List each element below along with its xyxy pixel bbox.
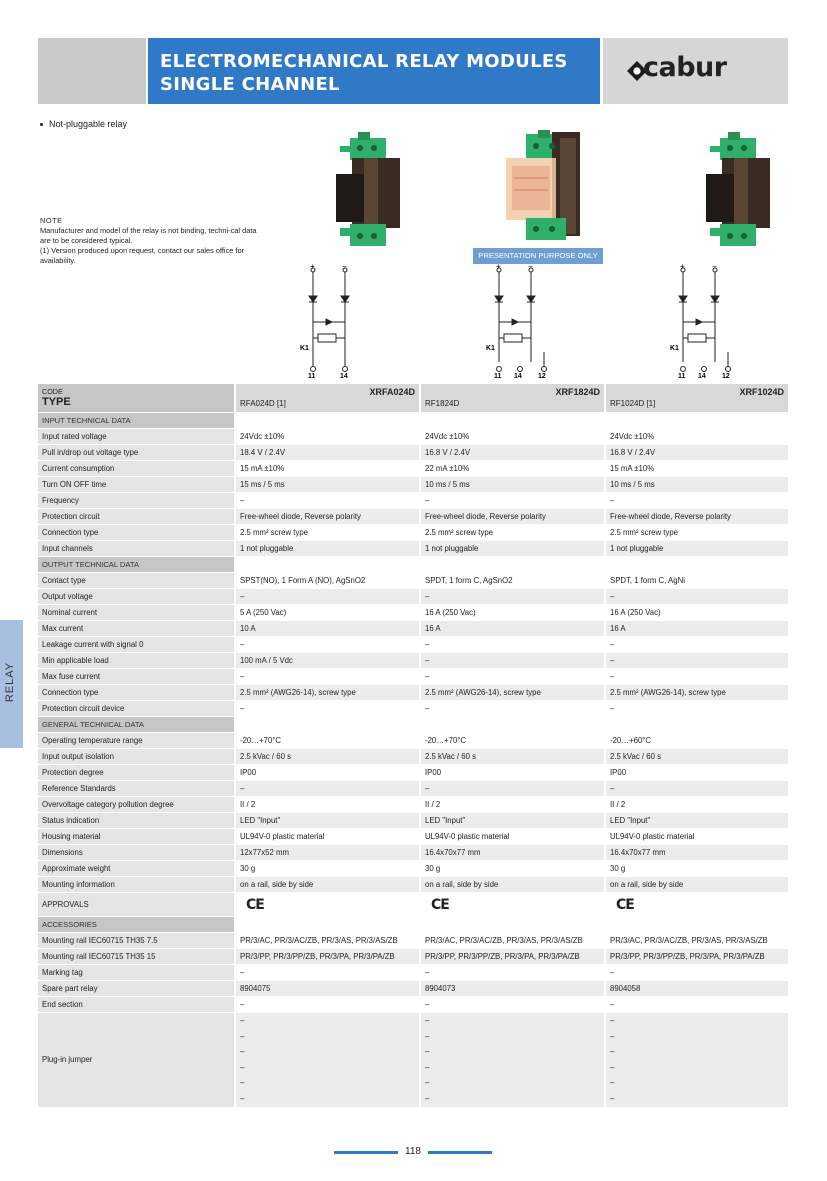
row-value: LED "Input" <box>419 813 604 829</box>
table-row <box>38 965 788 981</box>
row-value: 16.8 V / 2.4V <box>604 445 788 461</box>
row-value: – <box>419 589 604 605</box>
feature-bullet-text: Not-pluggable relay <box>49 119 128 129</box>
row-label: Reference Standards <box>38 781 234 797</box>
header-label-cell <box>38 384 234 413</box>
side-tab-label: RELAY <box>4 661 16 703</box>
row-value: Free-wheel diode, Reverse polarity <box>419 509 604 525</box>
row-label: Mounting information <box>38 877 234 893</box>
diag-minus: − <box>342 262 347 271</box>
jumper-item: – <box>610 1062 615 1072</box>
row-value: 100 mA / 5 Vdc <box>234 653 419 669</box>
row-value: 30 g <box>234 861 419 877</box>
row-value: – <box>419 965 604 981</box>
row-value: II / 2 <box>604 797 788 813</box>
row-value: 2.5 kVac / 60 s <box>419 749 604 765</box>
note-title: NOTE <box>40 216 63 225</box>
jumper-item: – <box>425 1078 430 1088</box>
diag-t12: 12 <box>538 373 546 378</box>
row-label: End section <box>38 997 234 1013</box>
row-label: Max fuse current <box>38 669 234 685</box>
jumper-item: – <box>425 1047 430 1057</box>
table-row <box>38 933 788 949</box>
row-value: – <box>604 637 788 653</box>
product-code-2: XRF1824D <box>555 387 600 397</box>
row-value: 2.5 kVac / 60 s <box>604 749 788 765</box>
row-value: IP00 <box>604 765 788 781</box>
table-row <box>38 461 788 477</box>
section-row <box>38 917 788 933</box>
row-value: 8904073 <box>419 981 604 997</box>
diag-plus: + <box>496 262 501 271</box>
row-label: Input channels <box>38 541 234 557</box>
table-row <box>38 669 788 685</box>
table-row-jumper <box>38 1013 788 1108</box>
wiring-diagram-3 <box>666 262 738 378</box>
row-value: – <box>604 653 788 669</box>
table-row <box>38 685 788 701</box>
table-row <box>38 477 788 493</box>
row-label: Protection circuit device <box>38 701 234 717</box>
section-label: GENERAL TECHNICAL DATA <box>38 717 234 733</box>
row-value: -20…+70°C <box>234 733 419 749</box>
row-value: – <box>234 669 419 685</box>
header-cell-2 <box>419 384 604 413</box>
row-value: PR/3/AC, PR/3/AC/ZB, PR/3/AS, PR/3/AS/ZB <box>419 933 604 949</box>
table-row <box>38 861 788 877</box>
row-value: UL94V-0 plastic material <box>604 829 788 845</box>
row-value: 10 A <box>234 621 419 637</box>
page-rule-right <box>426 1151 492 1154</box>
row-value: – <box>604 781 788 797</box>
row-value: PR/3/PP, PR/3/PP/ZB, PR/3/PA, PR/3/PA/ZB <box>234 949 419 965</box>
relay-module-image-1 <box>330 128 410 250</box>
feature-bullet <box>40 119 127 129</box>
row-value: – <box>234 589 419 605</box>
diag-minus: − <box>528 262 533 271</box>
row-value: – <box>234 781 419 797</box>
row-value: IP00 <box>234 765 419 781</box>
jumper-cell <box>604 1013 788 1108</box>
wiring-diagram-1 <box>296 262 368 378</box>
note-line-2: (1) Version produced upon request, contact our sales office for availability. <box>40 246 245 265</box>
row-value: PR/3/AC, PR/3/AC/ZB, PR/3/AS, PR/3/AS/ZB <box>234 933 419 949</box>
row-value: -20…+60°C <box>604 733 788 749</box>
row-value: 2.5 mm² screw type <box>234 525 419 541</box>
row-value: 15 mA ±10% <box>604 461 788 477</box>
row-value: 1 not pluggable <box>604 541 788 557</box>
type-label: TYPE <box>42 396 71 408</box>
row-value: 2.5 mm² (AWG26-14), screw type <box>419 685 604 701</box>
note-line-1: Manufacturer and model of the relay is not binding, techni-cal data are to be considered typical. <box>40 226 257 245</box>
jumper-item: – <box>610 1031 615 1041</box>
section-filler <box>234 557 419 573</box>
row-value: – <box>234 493 419 509</box>
jumper-item: – <box>240 1062 245 1072</box>
ce-mark-icon: CE <box>616 896 634 913</box>
row-value: 2.5 mm² screw type <box>419 525 604 541</box>
diag-minus: − <box>712 262 717 271</box>
row-value: PR/3/AC, PR/3/AC/ZB, PR/3/AS, PR/3/AS/ZB <box>604 933 788 949</box>
product-type-2: RF1824D <box>425 399 460 408</box>
row-label: Nominal current <box>38 605 234 621</box>
section-filler <box>604 917 788 933</box>
table-row <box>38 637 788 653</box>
row-value: 16.8 V / 2.4V <box>419 445 604 461</box>
row-value: 16 A <box>419 621 604 637</box>
section-label: OUTPUT TECHNICAL DATA <box>38 557 234 573</box>
row-label: Current consumption <box>38 461 234 477</box>
row-value: 5 A (250 Vac) <box>234 605 419 621</box>
row-label: Pull in/drop out voltage type <box>38 445 234 461</box>
row-value: UL94V-0 plastic material <box>234 829 419 845</box>
table-row <box>38 765 788 781</box>
jumper-item: – <box>610 1078 615 1088</box>
section-filler <box>419 917 604 933</box>
row-value: IP00 <box>419 765 604 781</box>
row-label: Mounting rail IEC60715 TH35 7.5 <box>38 933 234 949</box>
relay-module-image-2 <box>500 128 598 248</box>
table-row <box>38 877 788 893</box>
row-value: 22 mA ±10% <box>419 461 604 477</box>
header-grey-block <box>38 38 146 104</box>
jumper-item: – <box>240 1078 245 1088</box>
diag-k1: K1 <box>486 345 495 352</box>
jumper-item: – <box>610 1016 615 1025</box>
presentation-badge: PRESENTATION PURPOSE ONLY <box>473 248 603 264</box>
note-block <box>40 216 260 266</box>
table-row <box>38 701 788 717</box>
row-value: – <box>604 589 788 605</box>
product-code-3: XRF1024D <box>739 387 784 397</box>
row-value: 16.4x70x77 mm <box>604 845 788 861</box>
table-row <box>38 893 788 917</box>
row-label: Plug-in jumper <box>38 1013 234 1108</box>
table-row <box>38 781 788 797</box>
row-label: Turn ON OFF time <box>38 477 234 493</box>
diag-t11: 11 <box>678 373 686 378</box>
row-value: – <box>419 653 604 669</box>
diag-k1: K1 <box>670 345 679 352</box>
row-value: – <box>419 637 604 653</box>
jumper-item: – <box>240 1093 245 1103</box>
section-row <box>38 413 788 429</box>
wiring-diagram-2 <box>482 262 554 378</box>
row-label: Connection type <box>38 525 234 541</box>
row-label: Spare part relay <box>38 981 234 997</box>
spec-table <box>38 384 788 1108</box>
product-type-3: RF1024D [1] <box>610 399 656 408</box>
table-row <box>38 445 788 461</box>
logo-text: cabur <box>643 52 727 83</box>
section-filler <box>234 917 419 933</box>
table-row <box>38 949 788 965</box>
table-row <box>38 797 788 813</box>
jumper-item: – <box>425 1093 430 1103</box>
row-value: – <box>419 669 604 685</box>
section-row <box>38 717 788 733</box>
jumper-cell <box>234 1013 419 1108</box>
row-value: 16 A (250 Vac) <box>604 605 788 621</box>
row-value: LED "Input" <box>234 813 419 829</box>
row-label: Mounting rail IEC60715 TH35 15 <box>38 949 234 965</box>
jumper-item: – <box>240 1047 245 1057</box>
row-value: LED "Input" <box>604 813 788 829</box>
diag-t14: 14 <box>698 373 706 378</box>
table-row <box>38 525 788 541</box>
approval-cell <box>234 893 419 917</box>
row-value: – <box>419 781 604 797</box>
table-row <box>38 573 788 589</box>
row-label: Contact type <box>38 573 234 589</box>
table-row <box>38 997 788 1013</box>
table-row <box>38 621 788 637</box>
jumper-cell <box>419 1013 604 1108</box>
row-value: 2.5 mm² (AWG26-14), screw type <box>234 685 419 701</box>
section-row <box>38 557 788 573</box>
table-row <box>38 653 788 669</box>
row-value: – <box>604 997 788 1013</box>
row-value: 30 g <box>419 861 604 877</box>
row-label: Overvoltage category pollution degree <box>38 797 234 813</box>
row-value: 30 g <box>604 861 788 877</box>
row-value: – <box>234 997 419 1013</box>
row-label: Marking tag <box>38 965 234 981</box>
page-number: 118 <box>398 1146 428 1157</box>
section-filler <box>604 413 788 429</box>
row-label: Output voltage <box>38 589 234 605</box>
row-value: 8904075 <box>234 981 419 997</box>
row-value: Free-wheel diode, Reverse polarity <box>604 509 788 525</box>
row-value: 8904058 <box>604 981 788 997</box>
section-filler <box>419 557 604 573</box>
row-value: 16 A (250 Vac) <box>419 605 604 621</box>
page-rule-left <box>334 1151 400 1154</box>
brand-logo <box>603 38 788 104</box>
row-value: SPST(NO), 1 Form A (NO), AgSnO2 <box>234 573 419 589</box>
ce-mark-icon: CE <box>431 896 449 913</box>
section-filler <box>604 557 788 573</box>
table-row <box>38 813 788 829</box>
row-label: Min applicable load <box>38 653 234 669</box>
approval-cell <box>604 893 788 917</box>
row-value: 24Vdc ±10% <box>234 429 419 445</box>
section-label: ACCESSORIES <box>38 917 234 933</box>
row-label: Protection circuit <box>38 509 234 525</box>
row-value: on a rail, side by side <box>234 877 419 893</box>
row-label: Input rated voltage <box>38 429 234 445</box>
table-row <box>38 509 788 525</box>
row-value: 1 not pluggable <box>234 541 419 557</box>
header-cell-1 <box>234 384 419 413</box>
jumper-item: – <box>610 1047 615 1057</box>
jumper-item: – <box>240 1016 245 1025</box>
row-value: SPDT, 1 form C, AgNi <box>604 573 788 589</box>
diag-k1: K1 <box>300 345 309 352</box>
table-row <box>38 981 788 997</box>
jumper-item: – <box>425 1016 430 1025</box>
diag-t11: 11 <box>494 373 502 378</box>
diag-t14: 14 <box>514 373 522 378</box>
row-value: – <box>234 637 419 653</box>
row-value: 10 ms / 5 ms <box>604 477 788 493</box>
diag-plus: + <box>680 262 685 271</box>
table-row <box>38 829 788 845</box>
row-label: Status indication <box>38 813 234 829</box>
section-filler <box>234 413 419 429</box>
row-label: Housing material <box>38 829 234 845</box>
row-value: 2.5 mm² (AWG26-14), screw type <box>604 685 788 701</box>
row-value: 16.4x70x77 mm <box>419 845 604 861</box>
row-value: II / 2 <box>234 797 419 813</box>
page-title <box>160 50 568 96</box>
row-value: – <box>234 965 419 981</box>
approval-cell <box>419 893 604 917</box>
row-label: Dimensions <box>38 845 234 861</box>
side-tab <box>0 620 23 748</box>
section-filler <box>419 717 604 733</box>
row-label: Input output isolation <box>38 749 234 765</box>
row-value: 2.5 kVac / 60 s <box>234 749 419 765</box>
product-type-1: RFA024D [1] <box>240 399 286 408</box>
row-value: on a rail, side by side <box>419 877 604 893</box>
relay-module-image-3 <box>700 128 780 250</box>
jumper-item: – <box>240 1031 245 1041</box>
row-label: Protection degree <box>38 765 234 781</box>
row-value: II / 2 <box>419 797 604 813</box>
table-row <box>38 845 788 861</box>
row-value: UL94V-0 plastic material <box>419 829 604 845</box>
row-label: Frequency <box>38 493 234 509</box>
table-row <box>38 749 788 765</box>
row-value: – <box>419 493 604 509</box>
row-value: 10 ms / 5 ms <box>419 477 604 493</box>
section-label: INPUT TECHNICAL DATA <box>38 413 234 429</box>
row-value: -20…+70°C <box>419 733 604 749</box>
row-value: Free-wheel diode, Reverse polarity <box>234 509 419 525</box>
row-value: – <box>604 669 788 685</box>
product-code-1: XRFA024D <box>369 387 415 397</box>
table-header-row <box>38 384 788 413</box>
row-value: – <box>604 701 788 717</box>
row-value: on a rail, side by side <box>604 877 788 893</box>
row-label: APPROVALS <box>38 893 234 917</box>
ce-mark-icon: CE <box>246 896 264 913</box>
row-value: 16 A <box>604 621 788 637</box>
row-value: PR/3/PP, PR/3/PP/ZB, PR/3/PA, PR/3/PA/ZB <box>604 949 788 965</box>
diag-t14: 14 <box>340 373 348 378</box>
row-value: 2.5 mm² screw type <box>604 525 788 541</box>
header-cell-3 <box>604 384 788 413</box>
row-label: Connection type <box>38 685 234 701</box>
title-line-1: ELECTROMECHANICAL RELAY MODULES <box>160 51 568 72</box>
section-filler <box>234 717 419 733</box>
jumper-item: – <box>425 1062 430 1072</box>
table-row <box>38 733 788 749</box>
diag-t12: 12 <box>722 373 730 378</box>
row-value: – <box>604 965 788 981</box>
row-value: – <box>419 997 604 1013</box>
diag-t11: 11 <box>308 373 316 378</box>
header-title-bar <box>148 38 600 104</box>
table-row <box>38 605 788 621</box>
section-filler <box>419 413 604 429</box>
title-line-2: SINGLE CHANNEL <box>160 74 340 95</box>
row-value: 15 ms / 5 ms <box>234 477 419 493</box>
diag-plus: + <box>310 262 315 271</box>
table-row <box>38 589 788 605</box>
table-row <box>38 429 788 445</box>
code-label: CODE <box>42 387 63 396</box>
section-filler <box>604 717 788 733</box>
row-value: 1 not pluggable <box>419 541 604 557</box>
row-value: SPDT, 1 form C, AgSnO2 <box>419 573 604 589</box>
row-value: 12x77x52 mm <box>234 845 419 861</box>
row-value: 18.4 V / 2.4V <box>234 445 419 461</box>
table-row <box>38 541 788 557</box>
row-label: Leakage current with signal 0 <box>38 637 234 653</box>
row-label: Approximate weight <box>38 861 234 877</box>
row-label: Operating temperature range <box>38 733 234 749</box>
bullet-dot-icon <box>40 123 43 126</box>
table-row <box>38 493 788 509</box>
row-value: 24Vdc ±10% <box>604 429 788 445</box>
row-value: 15 mA ±10% <box>234 461 419 477</box>
row-value: 24Vdc ±10% <box>419 429 604 445</box>
row-value: – <box>419 701 604 717</box>
row-value: PR/3/PP, PR/3/PP/ZB, PR/3/PA, PR/3/PA/ZB <box>419 949 604 965</box>
row-value: – <box>604 493 788 509</box>
jumper-item: – <box>425 1031 430 1041</box>
jumper-item: – <box>610 1093 615 1103</box>
row-value: – <box>234 701 419 717</box>
row-label: Max current <box>38 621 234 637</box>
